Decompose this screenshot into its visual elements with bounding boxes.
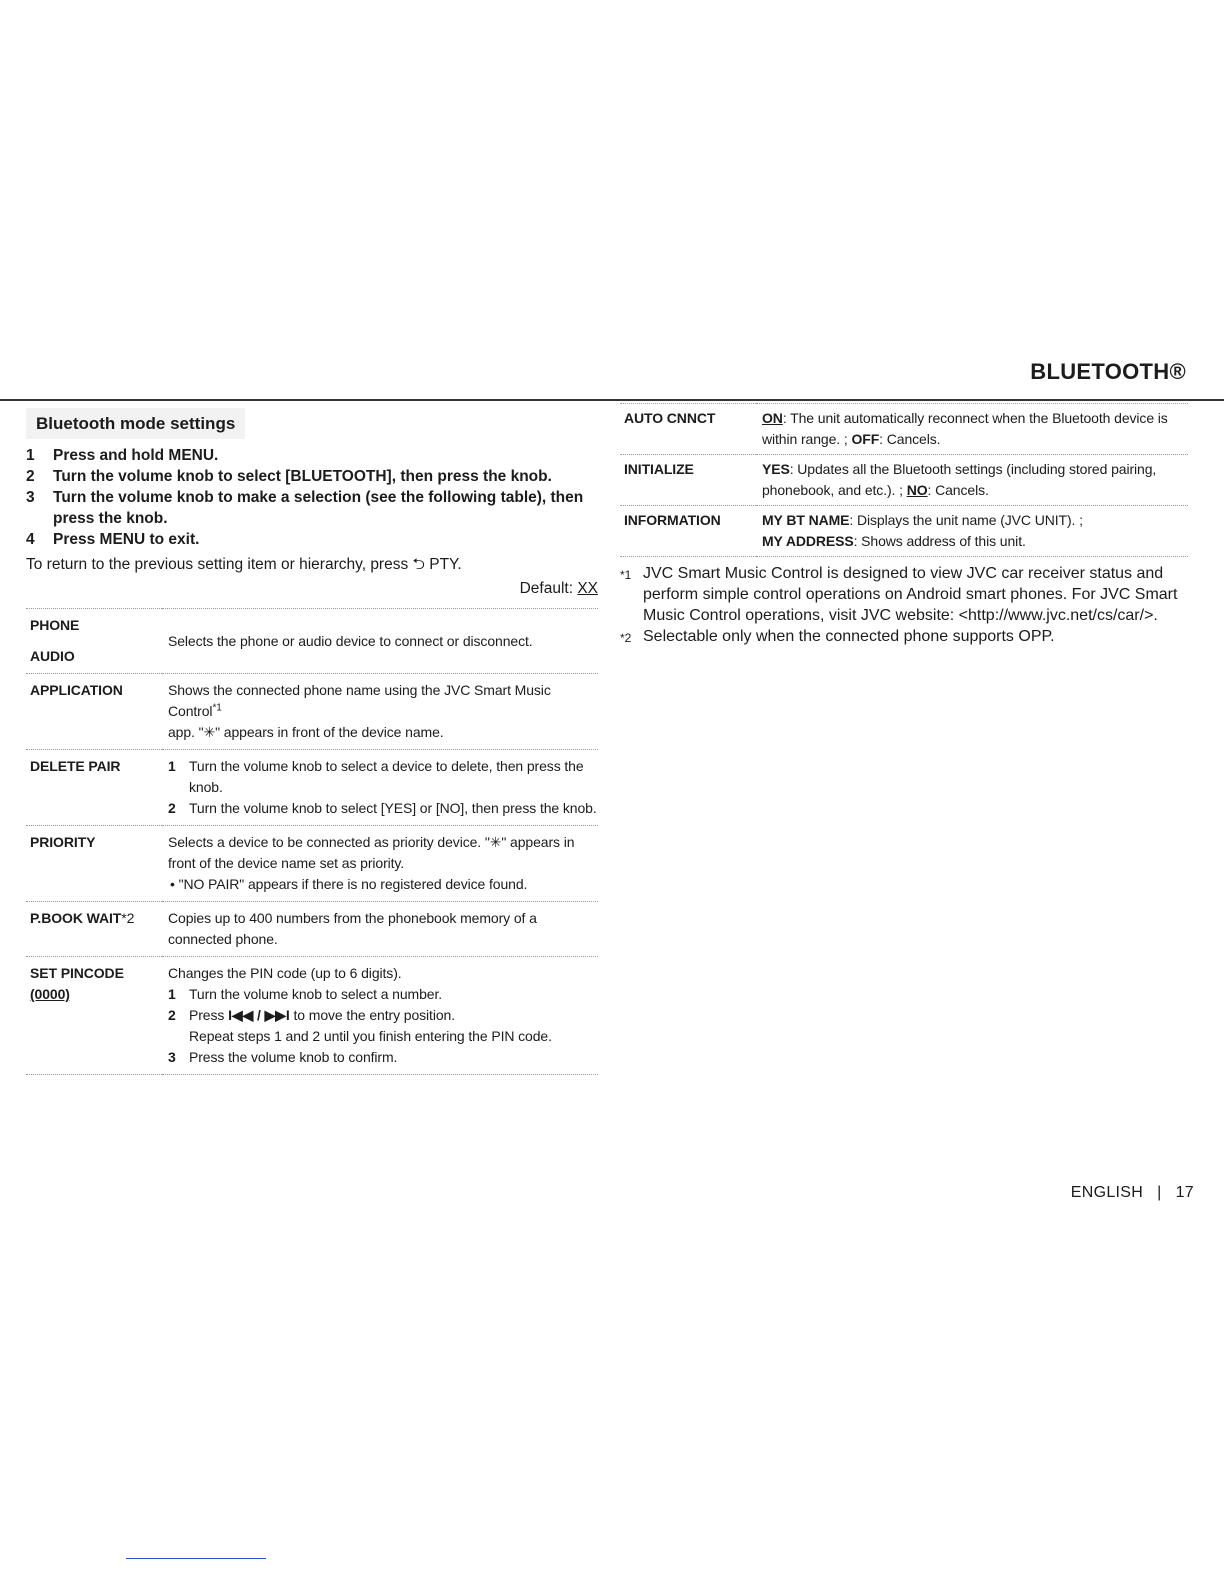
priority-desc: Selects a device to be connected as priority device. "✳" appears in front of the device name set as priority. bbox=[168, 834, 575, 871]
table-row bbox=[26, 750, 598, 826]
page-number: 17 bbox=[1175, 1184, 1194, 1201]
step-number: 2 bbox=[26, 468, 35, 485]
sub-step-number: 3 bbox=[168, 1049, 176, 1065]
application-desc: Shows the connected phone name using the JVC Smart Music Control bbox=[168, 682, 551, 719]
option-bt-name-desc: : Displays the unit name (JVC UNIT). ; bbox=[849, 512, 1083, 528]
option-yes-desc: : Updates all the Bluetooth settings (including stored pairing, phonebook, and etc.). ; bbox=[762, 461, 1157, 498]
footnote bbox=[620, 626, 1188, 649]
step-item bbox=[26, 445, 598, 466]
row-key bbox=[26, 902, 162, 957]
row-value bbox=[756, 506, 1188, 557]
row-value bbox=[162, 750, 598, 826]
footnote-ref: *1 bbox=[212, 702, 222, 714]
left-column bbox=[26, 408, 598, 1075]
sub-step bbox=[168, 756, 598, 798]
step-text: Turn the volume knob to make a selection (see the following table), then press the knob. bbox=[53, 489, 584, 527]
application-desc-2: app. "✳" appears in front of the device name. bbox=[168, 724, 444, 740]
pincode-key: SET PINCODE bbox=[30, 965, 124, 981]
option-yes: YES bbox=[762, 461, 790, 477]
table-row bbox=[620, 404, 1188, 455]
row-value bbox=[162, 674, 598, 750]
table-row bbox=[620, 506, 1188, 557]
sub-step-text bbox=[189, 1005, 598, 1026]
sub-step-text: Turn the volume knob to select a device to delete, then press the knob. bbox=[189, 758, 584, 795]
table-row bbox=[26, 609, 598, 674]
skip-buttons-icon: I◀◀ / ▶▶I bbox=[228, 1007, 290, 1023]
table-row bbox=[620, 455, 1188, 506]
sub-step bbox=[168, 984, 598, 1005]
sub-step-text: Press the volume knob to confirm. bbox=[189, 1049, 398, 1065]
pincode-default: (0000) bbox=[30, 986, 70, 1002]
footnote-mark: *1 bbox=[620, 568, 632, 582]
step-number: 4 bbox=[26, 531, 35, 548]
footnote-ref: *2 bbox=[121, 910, 135, 926]
row-key: INITIALIZE bbox=[620, 455, 756, 506]
table-row bbox=[26, 957, 598, 1075]
footnote bbox=[620, 563, 1188, 626]
default-label: Default: bbox=[519, 580, 573, 597]
option-off: OFF bbox=[851, 431, 880, 447]
row-key: APPLICATION bbox=[26, 674, 162, 750]
footer-separator: | bbox=[1157, 1184, 1162, 1201]
procedure-steps bbox=[26, 445, 598, 550]
return-note: To return to the previous setting item or hierarchy, press ⮌ PTY. bbox=[26, 556, 462, 573]
row-key: AUTO CNNCT bbox=[620, 404, 756, 455]
step-text: Press and hold MENU. bbox=[53, 447, 219, 464]
step-item bbox=[26, 487, 598, 529]
phone-key: PHONE bbox=[30, 617, 80, 633]
row-value: Copies up to 400 numbers from the phonebook memory of a connected phone. bbox=[162, 902, 598, 957]
sub-step bbox=[168, 798, 598, 819]
step-number: 3 bbox=[26, 489, 35, 506]
step-item bbox=[26, 466, 598, 487]
row-value bbox=[756, 455, 1188, 506]
footnote-text: Selectable only when the connected phone supports OPP. bbox=[643, 628, 1055, 645]
option-no: NO bbox=[906, 482, 928, 498]
sub-step-text: Turn the volume knob to select [YES] or [NO], then press the knob. bbox=[189, 800, 597, 816]
row-key: PRIORITY bbox=[26, 826, 162, 902]
step-item bbox=[26, 529, 598, 550]
audio-key: AUDIO bbox=[30, 648, 75, 664]
step-text: Press MENU to exit. bbox=[53, 531, 200, 548]
option-no-desc: : Cancels. bbox=[927, 482, 989, 498]
footnote-text: JVC Smart Music Control is designed to view JVC car receiver status and perform simple control operations on Android smart phones. For JVC Smart Music Control operations, visit JVC website: <http://www.jvc.net/cs/car/>. bbox=[643, 565, 1178, 624]
row-key: DELETE PAIR bbox=[26, 750, 162, 826]
section-title: BLUETOOTH® bbox=[1030, 359, 1186, 384]
option-address-desc: : Shows address of this unit. bbox=[853, 533, 1026, 549]
sub-step-number: 1 bbox=[168, 986, 176, 1002]
step-text: Turn the volume knob to select [BLUETOOTH], then press the knob. bbox=[53, 468, 552, 485]
sub-step bbox=[168, 1005, 598, 1026]
bottom-link-line bbox=[126, 1558, 266, 1559]
option-off-desc: : Cancels. bbox=[879, 431, 941, 447]
pincode-desc: Changes the PIN code (up to 6 digits). bbox=[168, 965, 402, 981]
header-rule bbox=[0, 399, 1224, 401]
pbook-key: P.BOOK WAIT bbox=[30, 910, 122, 926]
table-row bbox=[26, 826, 598, 902]
default-value: XX bbox=[577, 580, 598, 597]
footnote-mark: *2 bbox=[620, 631, 632, 645]
row-key: INFORMATION bbox=[620, 506, 756, 557]
repeat-note: Repeat steps 1 and 2 until you finish entering the PIN code. bbox=[189, 1028, 552, 1044]
option-address: MY ADDRESS bbox=[762, 533, 854, 549]
priority-bullet: • "NO PAIR" appears if there is no registered device found. bbox=[170, 876, 528, 892]
row-value bbox=[162, 957, 598, 1075]
settings-table bbox=[26, 608, 598, 1075]
language-label: ENGLISH bbox=[1070, 1184, 1144, 1201]
footnotes bbox=[620, 563, 1188, 649]
row-key bbox=[26, 957, 162, 1075]
option-on: ON bbox=[762, 410, 783, 426]
settings-table-continued bbox=[620, 403, 1188, 557]
sub-step-number: 1 bbox=[168, 758, 176, 774]
table-row bbox=[26, 674, 598, 750]
row-value bbox=[756, 404, 1188, 455]
sub-step bbox=[168, 1047, 598, 1068]
step-number: 1 bbox=[26, 447, 35, 464]
page-footer bbox=[1071, 1184, 1194, 1202]
default-note bbox=[26, 580, 598, 598]
move-text: to move the entry position. bbox=[293, 1007, 456, 1023]
press-text: Press bbox=[189, 1007, 225, 1023]
sub-step-number: 2 bbox=[168, 1007, 176, 1023]
settings-heading: Bluetooth mode settings bbox=[26, 408, 245, 439]
row-value: Selects the phone or audio device to connect or disconnect. bbox=[162, 609, 598, 674]
sub-step-text: Turn the volume knob to select a number. bbox=[189, 986, 443, 1002]
sub-step-number: 2 bbox=[168, 800, 176, 816]
row-value bbox=[162, 826, 598, 902]
row-key bbox=[26, 609, 162, 674]
table-row bbox=[26, 902, 598, 957]
right-column bbox=[620, 403, 1188, 649]
option-on-desc: : The unit automatically reconnect when the Bluetooth device is within range. ; bbox=[762, 410, 1168, 447]
option-bt-name: MY BT NAME bbox=[762, 512, 850, 528]
